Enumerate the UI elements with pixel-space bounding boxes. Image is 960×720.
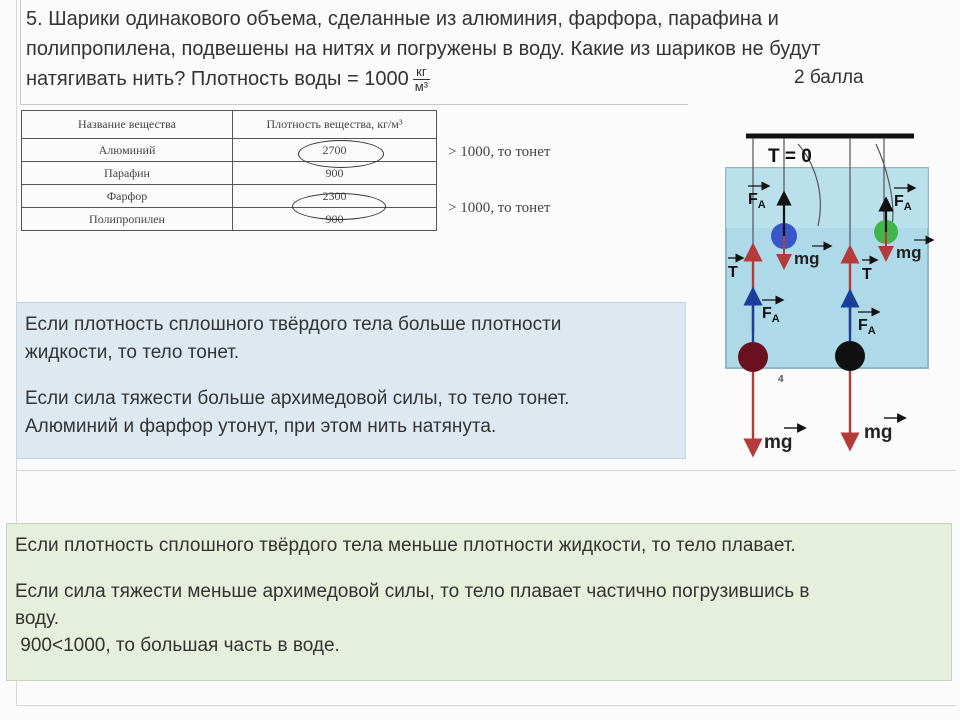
question-left-border: [20, 0, 21, 104]
floating-p2-line1: Если сила тяжести меньше архимедовой силы, то тело плавает частично погрузившись в: [15, 581, 810, 602]
svg-text:mg: mg: [896, 243, 922, 262]
cell-substance: Парафин: [22, 162, 233, 185]
table-row: [22, 162, 437, 185]
cell-density: 900: [233, 162, 437, 185]
svg-text:FA: $F_A$: [894, 193, 912, 213]
question-underline: [20, 104, 688, 105]
aluminum-ball: [738, 342, 768, 372]
floating-p2-line2: воду.: [15, 608, 59, 629]
sinking-p1-line1: Если плотность сплошного твёрдого тела больше плотности: [25, 314, 562, 335]
question-line-2: полипропилена, подвешены на нитях и погружены в воду. Какие из шариков не будут: [26, 38, 821, 60]
sinking-p1-line2: жидкости, то тело тонет.: [25, 342, 240, 363]
porcelain-note: > 1000, то тонет: [448, 200, 551, 216]
cell-substance: Фарфор: [22, 185, 233, 208]
tension-zero-label: T = 0: [768, 146, 812, 167]
sinking-explanation-box: [16, 302, 686, 459]
svg-text:FA: $F_A$: [762, 305, 780, 325]
small-mark: 4: [778, 374, 784, 385]
cell-substance: Алюминий: [22, 139, 233, 162]
cell-substance: Полипропилен: [22, 208, 233, 231]
forces-diagram: [700, 120, 960, 460]
table-header-row: [22, 111, 437, 139]
header-substance: Название вещества: [22, 111, 233, 139]
sinking-p2-line2: Алюминий и фарфор утонут, при этом нить натянута.: [25, 416, 497, 437]
unit-numerator: кг: [413, 65, 430, 80]
svg-text:T: T: [728, 264, 738, 281]
svg-text:FA: $F_A$: [858, 317, 876, 337]
unit-denominator: м³: [414, 79, 428, 95]
density-unit-fraction: [413, 65, 430, 94]
question-line-3-text: натягивать нить? Плотность воды = 1000: [26, 68, 409, 90]
svg-text:mg: mg: [764, 432, 793, 453]
question-line-1: 5. Шарики одинакового объема, сделанные из алюминия, фарфора, парафина и: [26, 8, 779, 30]
cell-density: 2300: [233, 185, 437, 208]
header-density: Плотность вещества, кг/м³: [233, 111, 437, 139]
cell-density: 2700: [233, 139, 437, 162]
cell-density: 900: [233, 208, 437, 231]
sinking-p2-line1: Если сила тяжести больше архимедовой силы, то тело тонет.: [25, 388, 570, 409]
porcelain-density-oval: [292, 193, 386, 220]
aluminum-density-oval: [298, 140, 384, 168]
svg-text:mg: mg: [794, 249, 820, 268]
svg-text:mg: mg: [864, 422, 893, 443]
porcelain-ball: [835, 341, 865, 371]
svg-text:FA: $F_A$: [748, 191, 766, 211]
mg-label-lower-2: [864, 418, 902, 443]
floating-p3: 900<1000, то большая часть в воде.: [15, 635, 340, 656]
section-divider: [16, 470, 956, 471]
mg-label-lower-1: [764, 428, 802, 453]
aluminum-note: > 1000, то тонет: [448, 144, 551, 160]
svg-text:T: T: [862, 266, 872, 283]
points-label: 2 балла: [794, 67, 864, 88]
floating-explanation-box: [6, 523, 952, 681]
floating-p1: Если плотность сплошного твёрдого тела меньше плотности жидкости, то тело плавает.: [15, 535, 796, 556]
